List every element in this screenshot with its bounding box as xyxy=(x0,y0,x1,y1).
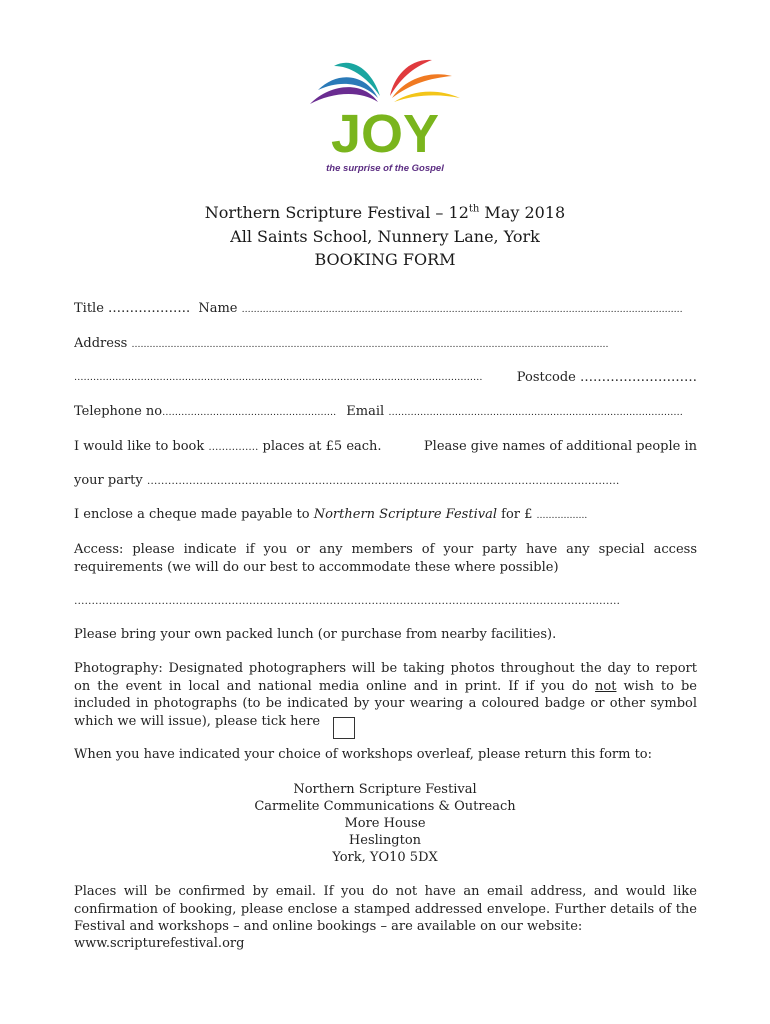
name-field[interactable]: ………………………………………………………………………………………………………………………………… xyxy=(241,305,683,315)
party-label: your party xyxy=(74,473,143,488)
address-postcode-row xyxy=(74,369,697,387)
price-label: places at £5 each. xyxy=(262,439,382,454)
not-emphasis: not xyxy=(595,678,617,694)
address-line: Heslington xyxy=(348,833,422,848)
photography-text: Photography: Designated photographers will be taking photos throughout the day to report on the event in local and national media online and in print. If if you do not wish to be included in photographs (to be indicated by your wearing a coloured badge or other symbol which we will issue), please tick here xyxy=(74,661,697,729)
address-line: Carmelite Communications & Outreach xyxy=(254,799,516,814)
rainbow-fan-icon xyxy=(300,52,470,177)
access-field[interactable]: ………………………………………………………………………………………………………………………………………… xyxy=(74,595,620,607)
title-field[interactable]: ………………. xyxy=(108,301,191,316)
photo-opt-out-checkbox[interactable] xyxy=(333,717,355,739)
name-label: Name xyxy=(198,301,238,316)
logo-word: JOY xyxy=(330,104,440,164)
additional-names-prompt: Please give names of additional people in xyxy=(423,439,697,454)
title-label: Title xyxy=(74,301,104,316)
telephone-label: Telephone no xyxy=(74,404,163,419)
address-line: More House xyxy=(344,816,426,831)
party-row xyxy=(74,472,697,490)
title-name-row xyxy=(74,300,697,319)
email-label: Email xyxy=(346,404,385,419)
cheque-amount-field[interactable]: …………….. xyxy=(536,511,588,521)
lunch-note: Please bring your own packed lunch (or purchase from nearby facilities). xyxy=(74,627,557,642)
cheque-payee: Northern Scripture Festival xyxy=(313,507,497,522)
address-line2-field[interactable]: ………………………………………………………………………………………………………………… xyxy=(74,372,483,383)
address-field[interactable]: …………………………………………………………………………………………………………………………………………… xyxy=(131,340,609,350)
joy-logo xyxy=(300,52,470,177)
logo-tagline: the surprise of the Gospel xyxy=(326,163,444,174)
party-field[interactable]: ……………………………………………………………………………………………………………………… xyxy=(146,475,620,487)
event-title: Northern Scripture Festival – 12th May 2018 xyxy=(204,203,566,222)
event-venue: All Saints School, Nunnery Lane, York xyxy=(230,227,540,246)
address-line: Northern Scripture Festival xyxy=(293,782,477,797)
telephone-field[interactable]: ………………………………………………. xyxy=(162,407,337,418)
address-line: York, YO10 5DX xyxy=(332,850,438,865)
address-label: Address xyxy=(74,336,128,351)
confirmation-text: Places will be confirmed by email. If you do not have an email address, and would like confirmation of booking, please enclose a stamped addressed envelope. Further details of the Festival and workshops – and online bookings – are available on our website: xyxy=(74,884,697,934)
return-instructions: When you have indicated your choice of workshops overleaf, please return this form to: xyxy=(74,747,652,762)
website-link[interactable]: www.scripturefestival.org xyxy=(74,936,245,951)
form-title: BOOKING FORM xyxy=(314,250,456,269)
places-row xyxy=(74,438,697,457)
address-row xyxy=(74,335,697,354)
email-field[interactable]: ………………………………………………………………………………… xyxy=(388,407,683,418)
postcode-field[interactable]: ……………………… xyxy=(580,370,697,385)
book-label: I would like to book xyxy=(74,439,205,454)
places-field[interactable]: …………… xyxy=(208,442,259,453)
telephone-email-row xyxy=(74,403,697,422)
postcode-label: Postcode xyxy=(516,370,576,385)
cheque-row: I enclose a cheque made payable to Northern Scripture Festival for £ …………….. xyxy=(74,507,588,522)
access-text: Access: please indicate if you or any members of your party have any special access requirements (we will do our best to accommodate these where possible) xyxy=(74,542,697,575)
